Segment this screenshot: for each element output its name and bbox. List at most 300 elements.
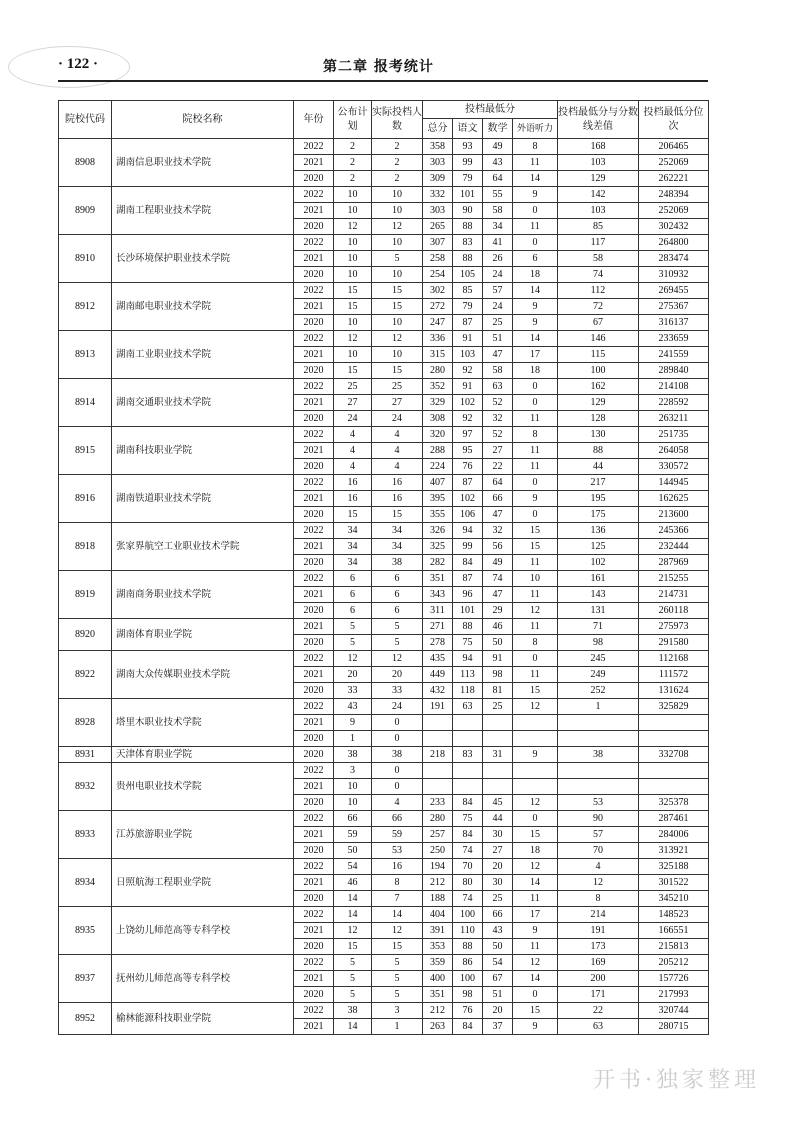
col-foreign: 外语听力 <box>513 119 558 139</box>
cell-chinese: 96 <box>453 587 483 603</box>
cell-chinese: 100 <box>453 971 483 987</box>
cell-year: 2022 <box>294 379 334 395</box>
cell-math: 41 <box>483 235 513 251</box>
cell-rank: 248394 <box>639 187 709 203</box>
cell-year: 2022 <box>294 859 334 875</box>
cell-year: 2021 <box>294 347 334 363</box>
cell-chinese: 80 <box>453 875 483 891</box>
cell-math: 51 <box>483 987 513 1003</box>
cell-total: 280 <box>423 811 453 827</box>
cell-year: 2020 <box>294 555 334 571</box>
cell-plan: 10 <box>334 267 372 283</box>
cell-chinese: 86 <box>453 955 483 971</box>
cell-rank: 206465 <box>639 139 709 155</box>
school-code: 8919 <box>59 571 112 619</box>
cell-diff: 100 <box>558 363 639 379</box>
cell-chinese: 84 <box>453 1019 483 1035</box>
cell-plan: 54 <box>334 859 372 875</box>
cell-total: 449 <box>423 667 453 683</box>
cell-math: 43 <box>483 923 513 939</box>
cell-rank: 205212 <box>639 955 709 971</box>
cell-plan: 5 <box>334 971 372 987</box>
cell-foreign: 15 <box>513 683 558 699</box>
cell-foreign: 11 <box>513 219 558 235</box>
cell-total: 250 <box>423 843 453 859</box>
page-number: · 122 · <box>58 56 99 72</box>
cell-year: 2020 <box>294 603 334 619</box>
cell-math: 27 <box>483 843 513 859</box>
watermark-text: 开书·独家整理 <box>593 1068 760 1093</box>
cell-plan: 12 <box>334 331 372 347</box>
col-math: 数学 <box>483 119 513 139</box>
cell-chinese: 87 <box>453 315 483 331</box>
cell-diff: 217 <box>558 475 639 491</box>
cell-chinese: 70 <box>453 859 483 875</box>
cell-math: 43 <box>483 155 513 171</box>
cell-rank: 325829 <box>639 699 709 715</box>
school-name: 贵州电职业技术学院 <box>112 763 294 811</box>
cell-foreign: 0 <box>513 379 558 395</box>
cell-plan: 10 <box>334 347 372 363</box>
cell-total: 218 <box>423 747 453 763</box>
cell-total <box>423 731 453 747</box>
cell-total: 212 <box>423 1003 453 1019</box>
cell-chinese: 79 <box>453 171 483 187</box>
cell-foreign: 15 <box>513 539 558 555</box>
school-name: 湖南体育职业学院 <box>112 619 294 651</box>
cell-diff: 98 <box>558 635 639 651</box>
cell-foreign: 0 <box>513 507 558 523</box>
cell-diff: 103 <box>558 155 639 171</box>
cell-foreign: 18 <box>513 363 558 379</box>
cell-chinese: 99 <box>453 155 483 171</box>
cell-total: 358 <box>423 139 453 155</box>
cell-foreign: 9 <box>513 747 558 763</box>
cell-diff: 22 <box>558 1003 639 1019</box>
cell-rank: 166551 <box>639 923 709 939</box>
cell-foreign: 0 <box>513 395 558 411</box>
cell-plan: 15 <box>334 363 372 379</box>
cell-plan: 34 <box>334 523 372 539</box>
cell-chinese: 85 <box>453 283 483 299</box>
cell-rank: 215255 <box>639 571 709 587</box>
cell-actual: 0 <box>372 731 423 747</box>
cell-plan: 46 <box>334 875 372 891</box>
cell-chinese: 87 <box>453 571 483 587</box>
cell-diff: 74 <box>558 267 639 283</box>
school-code: 8914 <box>59 379 112 427</box>
col-plan: 公布计划 <box>334 101 372 139</box>
cell-rank: 252069 <box>639 203 709 219</box>
col-name: 院校名称 <box>112 101 294 139</box>
cell-actual: 33 <box>372 683 423 699</box>
cell-total: 188 <box>423 891 453 907</box>
cell-plan: 4 <box>334 459 372 475</box>
cell-rank: 214731 <box>639 587 709 603</box>
cell-diff: 57 <box>558 827 639 843</box>
school-name: 湖南邮电职业技术学院 <box>112 283 294 331</box>
school-name: 湖南铁道职业技术学院 <box>112 475 294 523</box>
cell-total: 191 <box>423 699 453 715</box>
cell-foreign: 8 <box>513 139 558 155</box>
cell-rank: 144945 <box>639 475 709 491</box>
cell-rank: 287969 <box>639 555 709 571</box>
cell-foreign: 14 <box>513 283 558 299</box>
table-row <box>59 811 709 827</box>
cell-math: 64 <box>483 171 513 187</box>
cell-total: 407 <box>423 475 453 491</box>
cell-foreign: 0 <box>513 235 558 251</box>
cell-math: 25 <box>483 699 513 715</box>
cell-diff: 85 <box>558 219 639 235</box>
cell-chinese <box>453 715 483 731</box>
cell-plan: 59 <box>334 827 372 843</box>
cell-total: 194 <box>423 859 453 875</box>
col-total: 总分 <box>423 119 453 139</box>
cell-year: 2021 <box>294 971 334 987</box>
cell-foreign <box>513 763 558 779</box>
cell-year: 2020 <box>294 315 334 331</box>
cell-year: 2022 <box>294 1003 334 1019</box>
cell-year: 2022 <box>294 427 334 443</box>
cell-plan: 2 <box>334 171 372 187</box>
school-code: 8918 <box>59 523 112 571</box>
cell-actual: 4 <box>372 427 423 443</box>
cell-math: 24 <box>483 299 513 315</box>
cell-foreign: 0 <box>513 987 558 1003</box>
cell-rank: 262221 <box>639 171 709 187</box>
cell-year: 2020 <box>294 795 334 811</box>
col-year: 年份 <box>294 101 334 139</box>
cell-total: 352 <box>423 379 453 395</box>
cell-total: 329 <box>423 395 453 411</box>
cell-chinese: 75 <box>453 811 483 827</box>
cell-diff: 88 <box>558 443 639 459</box>
cell-plan: 38 <box>334 747 372 763</box>
cell-chinese: 88 <box>453 619 483 635</box>
cell-rank <box>639 715 709 731</box>
cell-diff: 128 <box>558 411 639 427</box>
cell-diff: 63 <box>558 1019 639 1035</box>
cell-actual: 16 <box>372 475 423 491</box>
school-name: 湖南大众传媒职业技术学院 <box>112 651 294 699</box>
cell-diff: 117 <box>558 235 639 251</box>
cell-chinese: 88 <box>453 251 483 267</box>
cell-actual: 66 <box>372 811 423 827</box>
cell-diff: 195 <box>558 491 639 507</box>
cell-total: 311 <box>423 603 453 619</box>
cell-actual: 12 <box>372 923 423 939</box>
cell-plan: 15 <box>334 283 372 299</box>
cell-diff: 200 <box>558 971 639 987</box>
school-code: 8908 <box>59 139 112 187</box>
cell-diff: 1 <box>558 699 639 715</box>
cell-diff: 38 <box>558 747 639 763</box>
cell-total: 258 <box>423 251 453 267</box>
cell-rank: 275973 <box>639 619 709 635</box>
cell-total: 395 <box>423 491 453 507</box>
table-row <box>59 571 709 587</box>
cell-actual: 5 <box>372 955 423 971</box>
cell-foreign: 9 <box>513 187 558 203</box>
cell-diff: 44 <box>558 459 639 475</box>
cell-foreign: 17 <box>513 907 558 923</box>
cell-actual: 10 <box>372 315 423 331</box>
header-rule <box>58 80 708 82</box>
cell-foreign: 12 <box>513 699 558 715</box>
cell-total: 307 <box>423 235 453 251</box>
cell-diff: 162 <box>558 379 639 395</box>
school-name: 湖南信息职业技术学院 <box>112 139 294 187</box>
cell-actual: 10 <box>372 187 423 203</box>
cell-rank: 320744 <box>639 1003 709 1019</box>
cell-chinese: 94 <box>453 651 483 667</box>
cell-rank: 215813 <box>639 939 709 955</box>
school-code: 8933 <box>59 811 112 859</box>
cell-foreign: 0 <box>513 203 558 219</box>
cell-plan: 38 <box>334 1003 372 1019</box>
cell-rank: 287461 <box>639 811 709 827</box>
cell-year: 2021 <box>294 299 334 315</box>
school-name: 上饶幼儿师范高等专科学校 <box>112 907 294 955</box>
school-name: 湖南交通职业技术学院 <box>112 379 294 427</box>
cell-year: 2021 <box>294 251 334 267</box>
cell-foreign: 9 <box>513 491 558 507</box>
cell-diff: 67 <box>558 315 639 331</box>
school-name: 湖南工业职业技术学院 <box>112 331 294 379</box>
cell-rank: 302432 <box>639 219 709 235</box>
cell-plan: 66 <box>334 811 372 827</box>
school-name: 湖南工程职业技术学院 <box>112 187 294 235</box>
page-header <box>58 52 708 80</box>
cell-math: 58 <box>483 203 513 219</box>
cell-math: 29 <box>483 603 513 619</box>
table-row <box>59 379 709 395</box>
cell-total: 400 <box>423 971 453 987</box>
cell-rank: 260118 <box>639 603 709 619</box>
cell-diff: 130 <box>558 427 639 443</box>
cell-foreign: 8 <box>513 427 558 443</box>
cell-chinese: 94 <box>453 523 483 539</box>
cell-foreign: 11 <box>513 443 558 459</box>
cell-chinese: 92 <box>453 363 483 379</box>
school-code: 8952 <box>59 1003 112 1035</box>
cell-rank: 157726 <box>639 971 709 987</box>
cell-year: 2022 <box>294 331 334 347</box>
cell-year: 2021 <box>294 587 334 603</box>
cell-math: 49 <box>483 555 513 571</box>
cell-actual: 2 <box>372 139 423 155</box>
cell-math <box>483 715 513 731</box>
cell-chinese: 74 <box>453 891 483 907</box>
school-code: 8937 <box>59 955 112 1003</box>
cell-rank: 316137 <box>639 315 709 331</box>
cell-rank: 148523 <box>639 907 709 923</box>
table-row <box>59 283 709 299</box>
cell-rank <box>639 731 709 747</box>
cell-chinese: 75 <box>453 635 483 651</box>
cell-actual: 20 <box>372 667 423 683</box>
school-code: 8910 <box>59 235 112 283</box>
cell-actual: 15 <box>372 507 423 523</box>
cell-rank: 264800 <box>639 235 709 251</box>
col-code: 院校代码 <box>59 101 112 139</box>
cell-foreign: 11 <box>513 411 558 427</box>
cell-diff: 249 <box>558 667 639 683</box>
cell-chinese: 79 <box>453 299 483 315</box>
cell-foreign: 12 <box>513 603 558 619</box>
cell-actual: 8 <box>372 875 423 891</box>
school-code: 8932 <box>59 763 112 811</box>
cell-foreign: 11 <box>513 619 558 635</box>
cell-math <box>483 763 513 779</box>
cell-math: 25 <box>483 315 513 331</box>
cell-foreign: 9 <box>513 299 558 315</box>
cell-year: 2022 <box>294 811 334 827</box>
cell-plan: 10 <box>334 187 372 203</box>
cell-year: 2021 <box>294 155 334 171</box>
cell-diff: 245 <box>558 651 639 667</box>
cell-math <box>483 779 513 795</box>
cell-math: 32 <box>483 411 513 427</box>
cell-rank: 213600 <box>639 507 709 523</box>
cell-plan: 1 <box>334 731 372 747</box>
cell-plan: 15 <box>334 507 372 523</box>
cell-math: 26 <box>483 251 513 267</box>
cell-plan: 10 <box>334 315 372 331</box>
cell-total: 353 <box>423 939 453 955</box>
cell-rank: 330572 <box>639 459 709 475</box>
cell-math: 46 <box>483 619 513 635</box>
cell-total: 355 <box>423 507 453 523</box>
cell-diff: 146 <box>558 331 639 347</box>
cell-foreign: 11 <box>513 939 558 955</box>
cell-year: 2022 <box>294 283 334 299</box>
cell-math: 20 <box>483 859 513 875</box>
table-row <box>59 747 709 763</box>
cell-actual: 24 <box>372 699 423 715</box>
cell-math: 50 <box>483 635 513 651</box>
cell-math: 74 <box>483 571 513 587</box>
cell-math: 67 <box>483 971 513 987</box>
cell-total: 303 <box>423 155 453 171</box>
cell-foreign: 11 <box>513 891 558 907</box>
cell-rank: 264058 <box>639 443 709 459</box>
cell-total: 257 <box>423 827 453 843</box>
school-name: 天津体育职业学院 <box>112 747 294 763</box>
cell-plan: 5 <box>334 987 372 1003</box>
cell-actual: 5 <box>372 619 423 635</box>
cell-plan: 27 <box>334 395 372 411</box>
cell-math <box>483 731 513 747</box>
cell-actual: 16 <box>372 491 423 507</box>
cell-foreign: 9 <box>513 1019 558 1035</box>
cell-actual: 4 <box>372 459 423 475</box>
school-code: 8909 <box>59 187 112 235</box>
cell-math: 47 <box>483 507 513 523</box>
cell-math: 56 <box>483 539 513 555</box>
cell-total: 212 <box>423 875 453 891</box>
table-body <box>59 139 709 1035</box>
cell-foreign: 0 <box>513 475 558 491</box>
cell-diff: 252 <box>558 683 639 699</box>
cell-foreign: 11 <box>513 555 558 571</box>
cell-diff: 4 <box>558 859 639 875</box>
cell-actual: 10 <box>372 235 423 251</box>
cell-year: 2021 <box>294 443 334 459</box>
cell-actual: 0 <box>372 715 423 731</box>
cell-rank: 291580 <box>639 635 709 651</box>
cell-chinese <box>453 731 483 747</box>
cell-year: 2020 <box>294 363 334 379</box>
cell-chinese: 83 <box>453 747 483 763</box>
col-min-group: 投档最低分 <box>423 101 558 119</box>
cell-year: 2022 <box>294 475 334 491</box>
cell-diff: 70 <box>558 843 639 859</box>
col-actual: 实际投档人数 <box>372 101 423 139</box>
cell-math: 37 <box>483 1019 513 1035</box>
cell-math: 49 <box>483 139 513 155</box>
cell-total: 351 <box>423 987 453 1003</box>
cell-total: 302 <box>423 283 453 299</box>
cell-diff: 8 <box>558 891 639 907</box>
cell-math: 51 <box>483 331 513 347</box>
cell-foreign <box>513 779 558 795</box>
cell-diff: 143 <box>558 587 639 603</box>
cell-plan: 33 <box>334 683 372 699</box>
table-row <box>59 651 709 667</box>
cell-chinese: 118 <box>453 683 483 699</box>
table-row <box>59 475 709 491</box>
cell-actual: 2 <box>372 171 423 187</box>
cell-diff: 171 <box>558 987 639 1003</box>
cell-chinese: 102 <box>453 395 483 411</box>
cell-plan: 10 <box>334 251 372 267</box>
cell-rank: 131624 <box>639 683 709 699</box>
cell-math: 55 <box>483 187 513 203</box>
cell-foreign: 15 <box>513 523 558 539</box>
cell-math: 22 <box>483 459 513 475</box>
cell-plan: 34 <box>334 539 372 555</box>
cell-year: 2020 <box>294 635 334 651</box>
cell-year: 2020 <box>294 843 334 859</box>
cell-foreign: 8 <box>513 635 558 651</box>
cell-actual: 38 <box>372 747 423 763</box>
cell-rank: 241559 <box>639 347 709 363</box>
cell-rank: 269455 <box>639 283 709 299</box>
school-code: 8934 <box>59 859 112 907</box>
cell-rank: 112168 <box>639 651 709 667</box>
cell-plan: 10 <box>334 795 372 811</box>
cell-chinese: 91 <box>453 379 483 395</box>
cell-actual: 27 <box>372 395 423 411</box>
cell-diff: 129 <box>558 171 639 187</box>
cell-rank: 345210 <box>639 891 709 907</box>
school-code: 8912 <box>59 283 112 331</box>
cell-year: 2021 <box>294 875 334 891</box>
cell-plan: 16 <box>334 475 372 491</box>
table-row <box>59 187 709 203</box>
cell-year: 2021 <box>294 779 334 795</box>
cell-rank: 332708 <box>639 747 709 763</box>
cell-plan: 16 <box>334 491 372 507</box>
cell-total: 224 <box>423 459 453 475</box>
cell-chinese: 101 <box>453 603 483 619</box>
cell-math: 98 <box>483 667 513 683</box>
cell-actual: 0 <box>372 779 423 795</box>
cell-plan: 9 <box>334 715 372 731</box>
cell-year: 2022 <box>294 763 334 779</box>
